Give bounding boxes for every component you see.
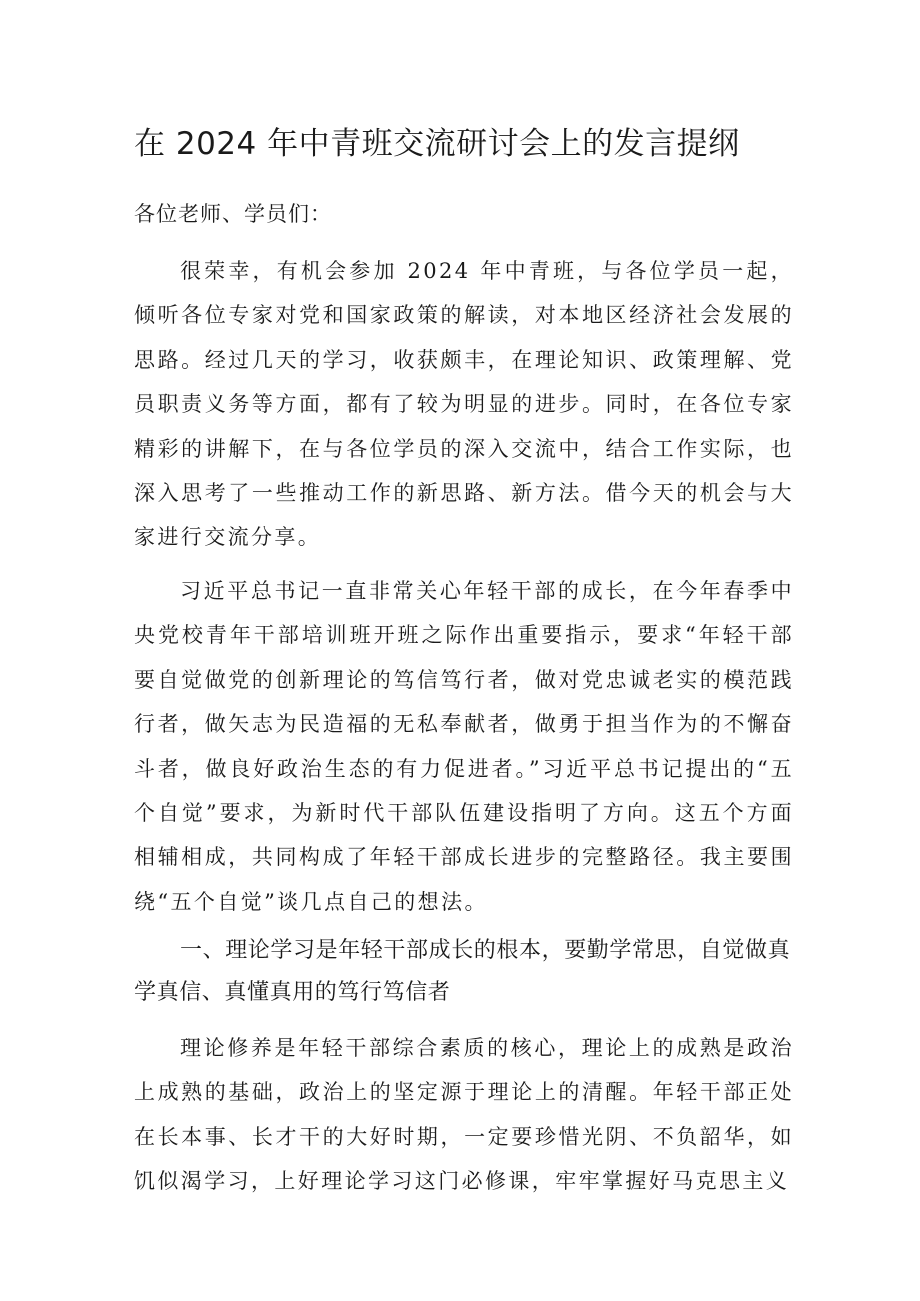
paragraph-opening: 很荣幸，有机会参加 2024 年中青班，与各位学员一起，倾听各位专家对党和国家政策的解读，对本地区经济社会发展的思路。经过几天的学习，收获颇丰，在理论知识、政策理解、党员职责义务等方面，都有了较为明显的进步。同时，在各位专家精彩的讲解下，在与各位学员的深入交流中，结合工作实际，也深入思考了一些推动工作的新思路、新方法。借今天的机会与大家进行交流分享。 bbox=[134, 259, 794, 550]
document-title: 在 2024 年中青班交流研讨会上的发言提纲 bbox=[134, 126, 740, 162]
section-heading-1: 一、理论学习是年轻干部成长的根本，要勤学常思，自觉做真学真信、真懂真用的笃行笃信者 bbox=[134, 938, 791, 1005]
section-1-paragraph: 理论修养是年轻干部综合素质的核心，理论上的成熟是政治上成熟的基础，政治上的坚定源于理论上的清醒。年轻干部正处在长本事、长才干的大好时期，一定要珍惜光阴、不负韶华，如饥似渴学习，上好理论学习这门必修课，牢牢掌握好马克思主义 bbox=[134, 1036, 794, 1194]
salutation: 各位老师、学员们： bbox=[134, 202, 332, 226]
paragraph-instructions: 习近平总书记一直非常关心年轻干部的成长，在今年春季中央党校青年干部培训班开班之际作出重要指示，要求“年轻干部要自觉做党的创新理论的笃信笃行者，做对党忠诚老实的模范践行者，做矢志为民造福的无私奉献者，做勇于担当作为的不懈奋斗者，做良好政治生态的有力促进者。”习近平总书记提出的“五个自觉”要求，为新时代干部队伍建设指明了方向。这五个方面相辅相成，共同构成了年轻干部成长进步的完整路径。我主要围绕“五个自觉”谈几点自己的想法。 bbox=[134, 579, 794, 914]
